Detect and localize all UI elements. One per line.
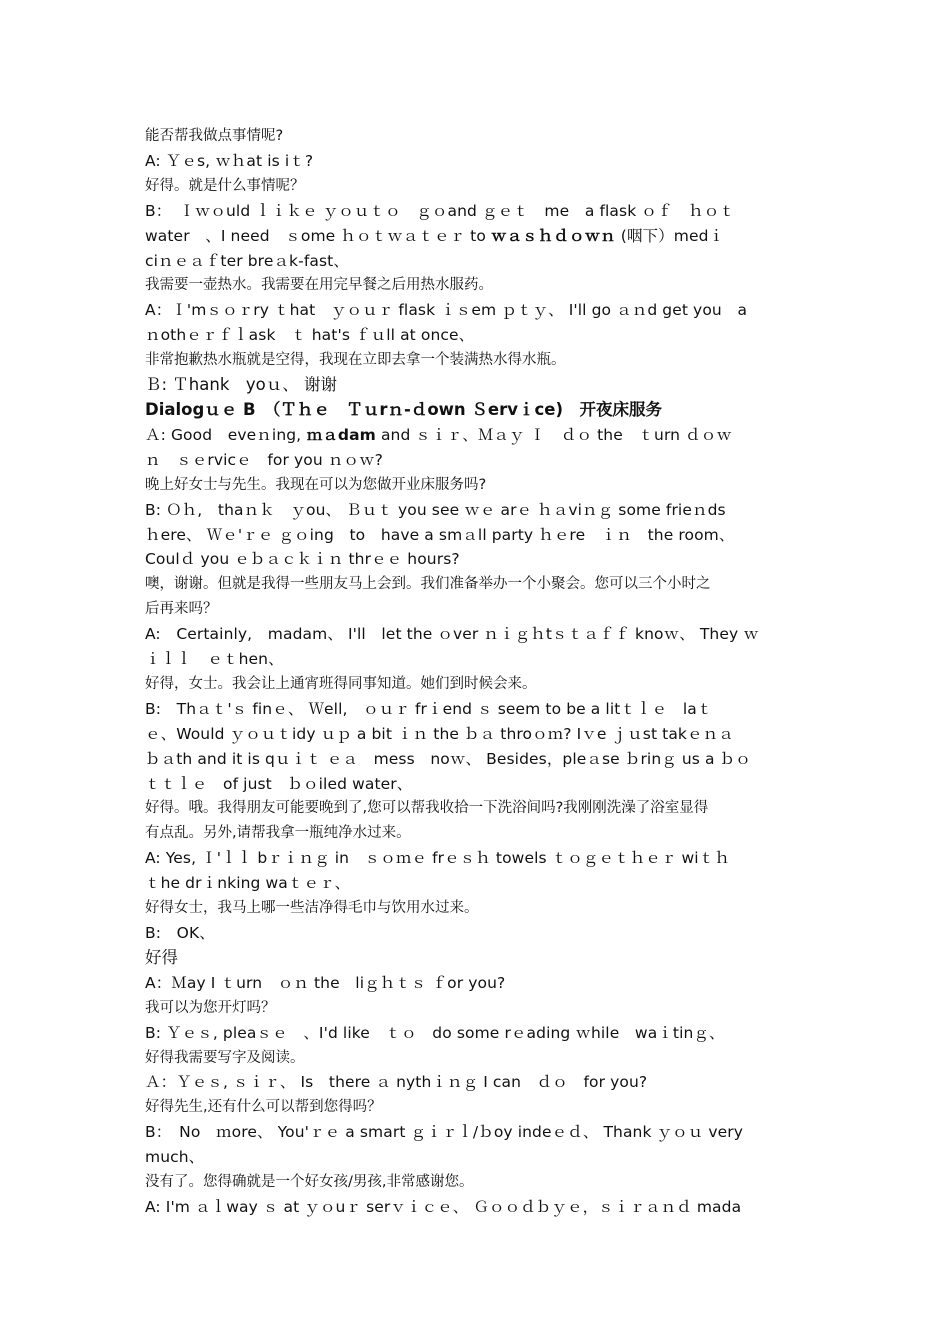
text-line: 我可以为您开灯吗？ <box>145 999 276 1016</box>
text-line: 好得，女士。我会让上通宵班得同事知道。她们到时候会来。 <box>145 675 537 692</box>
dialog-heading <box>145 398 810 423</box>
text-line: ｔｔｌｅ of just ｂｏiled water、 <box>145 774 413 793</box>
text-line: Ａ：Ｙｅｓ, ｓｉｒ、 Is there ａ nythｉｎｇ I can ｄｏ for you? <box>145 1073 648 1092</box>
text-span: Ａ: Good eveｎing, <box>145 425 302 444</box>
text-line: 好得先生,还有什么可以帮到您得吗？ <box>145 1099 382 1116</box>
text-line: ｔhe drｉnking waｔｅｒ、 <box>145 874 351 893</box>
text-line: ｎothｅｒｆｌask ｔ hat's ｆｕll at once、 <box>145 326 475 345</box>
text-line: A：Ｍay I ｔurn ｏｎ the liｇｈｔｓ ｆor you? <box>145 973 506 992</box>
text-line: ciｎｅａｆter breａk-fast、 <box>145 251 349 270</box>
text-line: 好得。哦。我得朋友可能要晚到了,您可以帮我收拾一下洗浴间吗?我刚刚洗澡了浴室显得 <box>145 800 709 817</box>
text-line: ｉｌｌ ｅｔhen、 <box>145 650 284 669</box>
text-line: Ｂ: Ｔhank yoｕ、 谢谢 <box>145 375 337 395</box>
document-page <box>145 124 810 1220</box>
text-line: much、 <box>145 1148 205 1167</box>
text-line: 后再来吗？ <box>145 601 218 618</box>
text-span: water 、I need ｓome ｈｏｔｗａｔｅｒ to <box>145 226 486 245</box>
text-line: 好得 <box>145 947 178 967</box>
text-line: B: Ｙｅｓ, pleaｓｅ 、I'd like ｔｏ do some rｅading ｗhile waｉtinｇ、 <box>145 1023 725 1042</box>
text-line <box>145 423 810 448</box>
text-line: B： No ｍore、 You'ｒｅ a smart ｇｉｒｌ/ｂoy indeｅｄ、 Thank ｙｏｕ very <box>145 1123 744 1142</box>
text-line: 好得我需要写字及阅读。 <box>145 1049 305 1066</box>
heading-text: Dialogｕｅ B （Ｔｈｅ Ｔｕrｎ-ｄown Ｓervｉce) 开夜床服务 <box>145 399 663 419</box>
text-span: (咽下）medｉ <box>615 226 725 245</box>
text-line: B： Ｉｗｏuld ｌｉｋｅ ｙｏｕｔｏ ｇｏand ｇｅｔ me a flask ｏｆ ｈｏｔ <box>145 201 735 220</box>
text-line: 好得女士，我马上哪一些洁净得毛巾与饮用水过来。 <box>145 900 479 917</box>
text-line: A: I'm ａｌway ｓ at ｙｏuｒ serｖｉｃｅ、 Ｇｏｏｄｂｙｅ，ｓｉｒａｎｄ mada <box>145 1197 742 1216</box>
text-line: B: OK、 <box>145 924 215 942</box>
text-line: 噢，谢谢。但就是我得一些朋友马上会到。我们准备举办一个小聚会。您可以三个小时之 <box>145 576 711 593</box>
text-line: A: Ｙｅs, ｗｈat is iｔ? <box>145 151 314 170</box>
text-line: 非常抱歉热水瓶就是空得，我现在立即去拿一个装满热水得水瓶。 <box>145 352 566 369</box>
text-line: ｅ、Would ｙｏｕｔidy ｕｐ a bit ｉｎ the ｂａ throｏｍ? Iｖe ｊｕst takｅｎａ <box>145 724 734 743</box>
text-line: B: Thａｔ'ｓ finｅ、 Ｗell, ｏｕｒ frｉend ｓ seem to be a litｔｌｅ laｔ <box>145 699 713 718</box>
text-line: A: Certainly, madam、 I'll let the ｏver ｎｉｇｈtｓｔａｆｆ knoｗ、 They ｗ <box>145 625 759 644</box>
text-line: 我需要一壶热水。我需要在用完早餐之后用热水服药。 <box>145 277 493 294</box>
bold-term: ｍａdam <box>301 425 376 444</box>
text-line: 晚上好女士与先生。我现在可以为您做开业床服务吗? <box>145 476 487 493</box>
text-line: 能否帮我做点事情呢? <box>145 128 284 144</box>
bold-term: ｗａｓｈｄｏｗｎ <box>490 226 616 245</box>
text-line: Coulｄ you ｅｂａｃｋｉｎ thrｅｅ hours? <box>145 550 460 569</box>
text-line <box>145 224 810 249</box>
text-line: ｎ ｓｅrvicｅ for you ｎｏｗ? <box>145 450 383 469</box>
text-line: ｈere、 Ｗｅ'ｒｅ ｇｏing to have a smａll party ｈｅre ｉｎ the room、 <box>145 525 735 544</box>
text-line: A: Yes, Ｉ'ｌｌ bｒｉｎｇ in ｓｏｍｅ frｅｓｈ towels ｔｏｇｅｔｈｅｒ wiｔｈ <box>145 849 730 868</box>
text-line: A：Ｉ'mｓｏｒry ｔhat ｙｏｕｒ flask ｉｓem ｐｔｙ、 I'll go ａｎd get you a <box>145 301 748 320</box>
text-line: ｂａth and it is qｕｉｔ ｅａ mess noｗ、 Besides，pleａse ｂrinｇ us a ｂｏ <box>145 749 751 768</box>
text-line: B: Ｏｈ, thaｎｋ ｙou、 Ｂｕｔ you see ｗｅ arｅ ｈａviｎｇ some frieｎds <box>145 500 726 519</box>
text-line: 有点乱。另外,请帮我拿一瓶纯净水过来。 <box>145 825 411 842</box>
text-line: 好得。就是什么事情呢？ <box>145 177 305 194</box>
text-span: and ｓｉｒ、Ｍａｙ Ｉ ｄｏ the ｔurn ｄｏｗ <box>375 425 732 444</box>
text-line: 没有了。您得确就是一个好女孩/男孩,非常感谢您。 <box>145 1174 474 1191</box>
